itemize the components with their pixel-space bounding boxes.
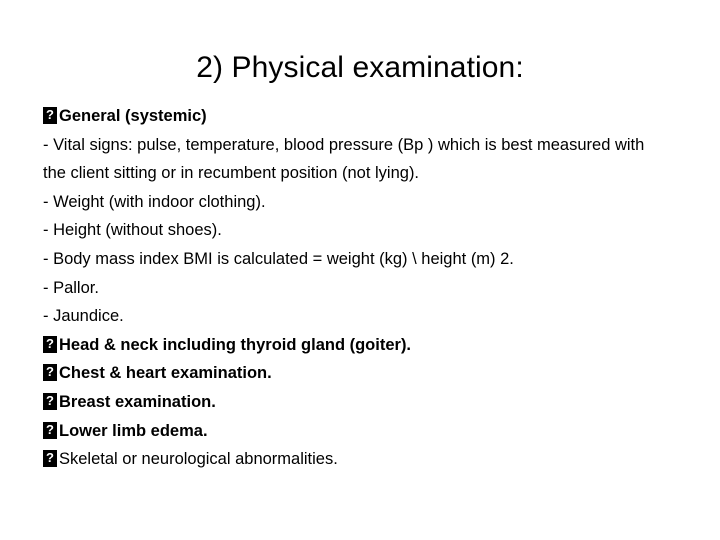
list-item-text: Breast examination.: [59, 392, 216, 411]
bullet-glyph-icon: [43, 450, 57, 467]
list-item-general: [43, 102, 683, 131]
list-item-jaundice: [43, 302, 683, 331]
list-item-height: [43, 216, 683, 245]
list-item-text: - Jaundice.: [43, 307, 124, 326]
list-item-chest-heart: [43, 359, 683, 388]
list-item-breast: [43, 388, 683, 417]
list-item-skeletal: [43, 445, 683, 474]
list-item-pallor: [43, 274, 683, 303]
list-item-text: - Body mass index BMI is calculated = weight (kg) \ height (m) 2.: [43, 249, 514, 268]
bullet-glyph-icon: [43, 364, 57, 381]
slide-title: 2) Physical examination:: [196, 51, 524, 84]
list-item-weight: [43, 188, 683, 217]
list-item-text: - Weight (with indoor clothing).: [43, 192, 266, 211]
list-item-bmi: [43, 245, 683, 274]
bullet-glyph-icon: [43, 422, 57, 439]
list-item-text: - Height (without shoes).: [43, 221, 222, 240]
list-item-text: Chest & heart examination.: [59, 364, 272, 383]
list-item-text: Lower limb edema.: [59, 421, 208, 440]
list-item-text: Skeletal or neurological abnormalities.: [59, 450, 338, 469]
list-item-text: - Vital signs: pulse, temperature, blood pressure (Bp ) which is best measured with: [43, 135, 645, 154]
list-item-text: the client sitting or in recumbent position (not lying).: [43, 164, 420, 183]
list-item-vital-signs: [43, 131, 683, 160]
bullet-glyph-icon: [43, 336, 57, 353]
list-item-head-neck: [43, 331, 683, 360]
bullet-glyph-icon: [43, 107, 57, 124]
bullet-glyph-icon: [43, 393, 57, 410]
list-item-text: Head & neck including thyroid gland (goiter).: [59, 335, 412, 354]
list-item-text: General (systemic): [59, 107, 207, 125]
list-item-lower-limb: [43, 417, 683, 446]
list-item-text: - Pallor.: [43, 278, 99, 297]
slide-body: [43, 102, 683, 474]
list-item-vital-signs-continued: [43, 159, 683, 188]
